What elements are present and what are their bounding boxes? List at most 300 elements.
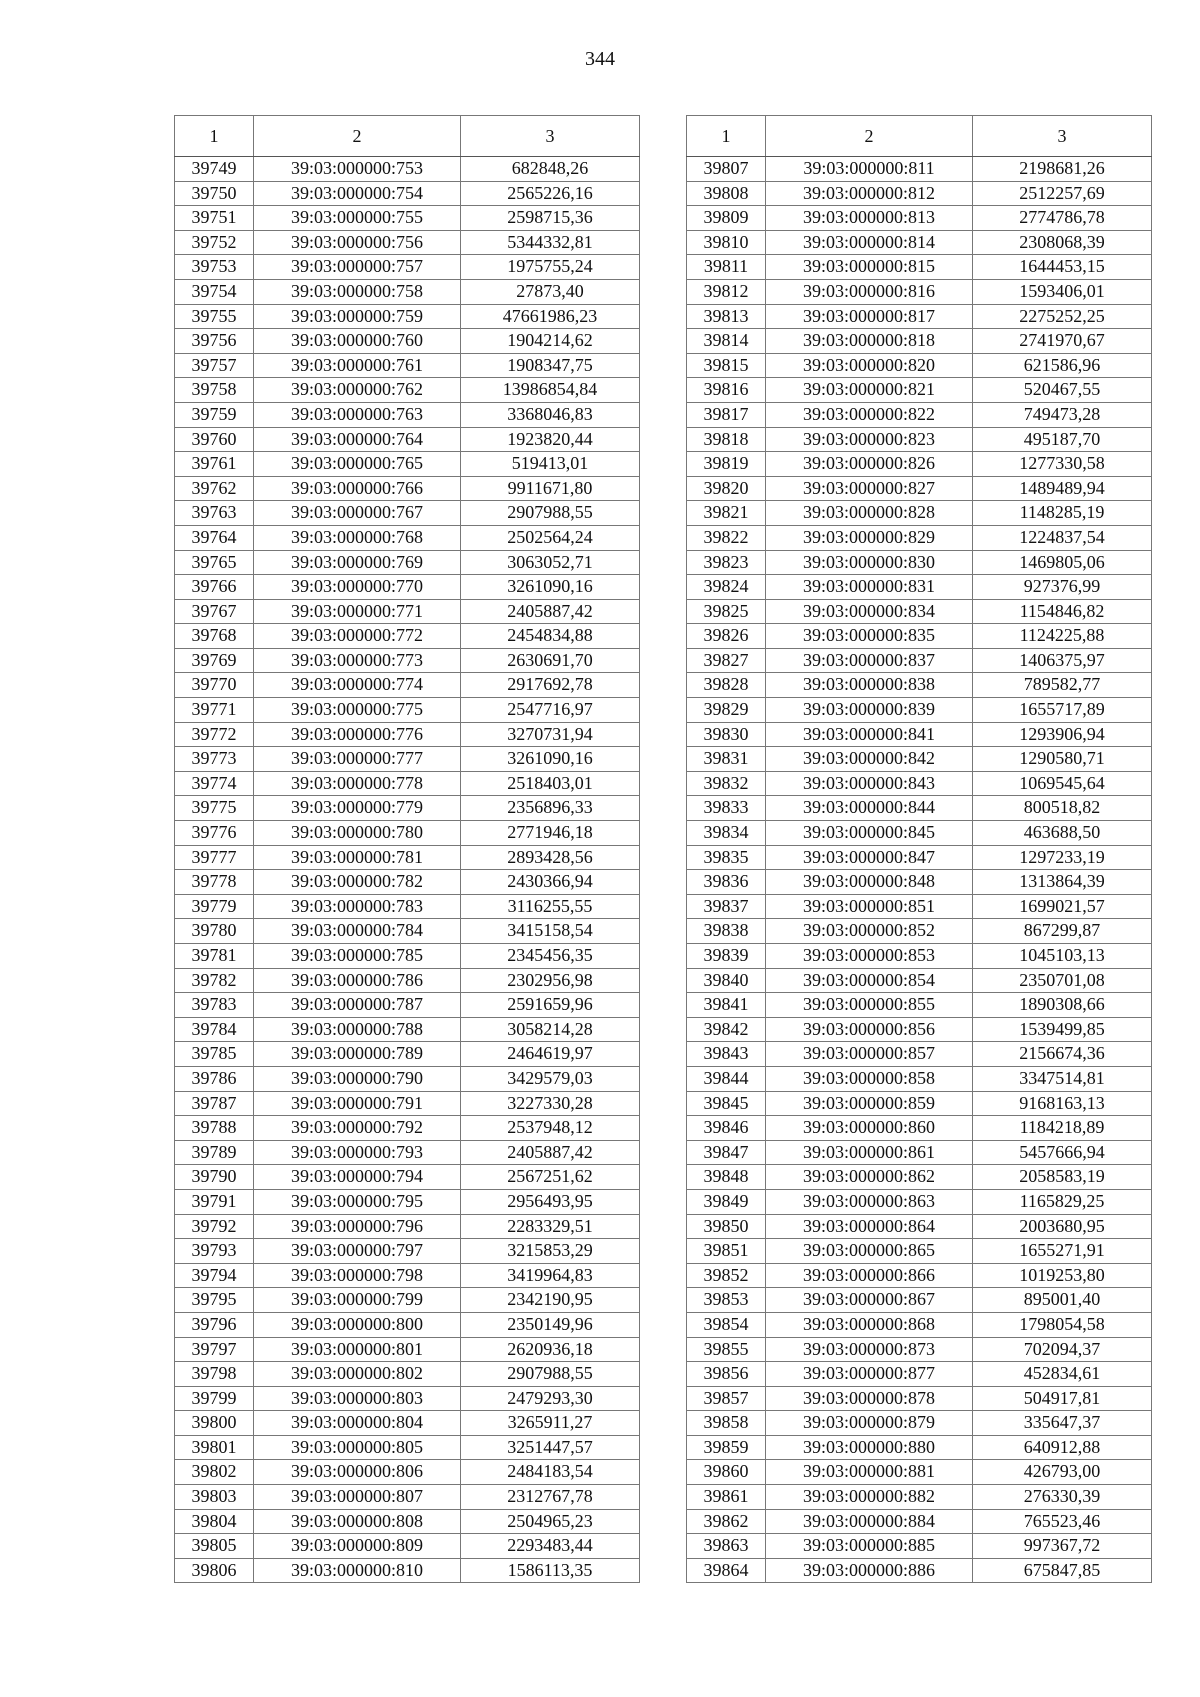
row-number-cell: 39849: [687, 1189, 766, 1214]
row-number-cell: 39839: [687, 944, 766, 969]
column-header-cadastral-number: 2: [254, 116, 461, 157]
cadastral-number-cell: 39:03:000000:860: [766, 1116, 973, 1141]
table-row: [687, 1386, 1152, 1411]
row-number-cell: 39832: [687, 771, 766, 796]
row-number-cell: 39751: [175, 206, 254, 231]
row-number-cell: 39861: [687, 1485, 766, 1510]
row-number-cell: 39764: [175, 525, 254, 550]
table-row: [687, 821, 1152, 846]
table-row: [175, 1435, 640, 1460]
cadastral-number-cell: 39:03:000000:862: [766, 1165, 973, 1190]
row-number-cell: 39845: [687, 1091, 766, 1116]
table-row: [687, 1411, 1152, 1436]
cadastral-number-cell: 39:03:000000:758: [254, 279, 461, 304]
value-cell: 2512257,69: [973, 181, 1152, 206]
value-cell: 1655271,91: [973, 1239, 1152, 1264]
value-cell: 9168163,13: [973, 1091, 1152, 1116]
row-number-cell: 39788: [175, 1116, 254, 1141]
row-number-cell: 39786: [175, 1066, 254, 1091]
cadastral-number-cell: 39:03:000000:768: [254, 525, 461, 550]
cadastral-number-cell: 39:03:000000:805: [254, 1435, 461, 1460]
cadastral-number-cell: 39:03:000000:755: [254, 206, 461, 231]
cadastral-number-cell: 39:03:000000:865: [766, 1239, 973, 1264]
row-number-cell: 39778: [175, 870, 254, 895]
table-row: [687, 1435, 1152, 1460]
value-cell: 3063052,71: [461, 550, 640, 575]
cadastral-number-cell: 39:03:000000:762: [254, 378, 461, 403]
cadastral-number-cell: 39:03:000000:804: [254, 1411, 461, 1436]
cadastral-number-cell: 39:03:000000:852: [766, 919, 973, 944]
row-number-cell: 39813: [687, 304, 766, 329]
value-cell: 2537948,12: [461, 1116, 640, 1141]
row-number-cell: 39815: [687, 353, 766, 378]
table-row: [687, 206, 1152, 231]
table-row: [175, 944, 640, 969]
table-row: [175, 525, 640, 550]
row-number-cell: 39824: [687, 575, 766, 600]
table-row: [687, 648, 1152, 673]
cadastral-number-cell: 39:03:000000:776: [254, 722, 461, 747]
value-cell: 2454834,88: [461, 624, 640, 649]
value-cell: 2565226,16: [461, 181, 640, 206]
cadastral-number-cell: 39:03:000000:881: [766, 1460, 973, 1485]
cadastral-number-cell: 39:03:000000:847: [766, 845, 973, 870]
cadastral-number-cell: 39:03:000000:839: [766, 698, 973, 723]
value-cell: 3419964,83: [461, 1263, 640, 1288]
row-number-cell: 39770: [175, 673, 254, 698]
cadastral-number-cell: 39:03:000000:882: [766, 1485, 973, 1510]
row-number-cell: 39798: [175, 1362, 254, 1387]
row-number-cell: 39809: [687, 206, 766, 231]
value-cell: 2502564,24: [461, 525, 640, 550]
value-cell: 335647,37: [973, 1411, 1152, 1436]
value-cell: 621586,96: [973, 353, 1152, 378]
table-row: [687, 993, 1152, 1018]
cadastral-number-cell: 39:03:000000:760: [254, 329, 461, 354]
value-cell: 1184218,89: [973, 1116, 1152, 1141]
cadastral-number-cell: 39:03:000000:807: [254, 1485, 461, 1510]
cadastral-number-cell: 39:03:000000:878: [766, 1386, 973, 1411]
row-number-cell: 39859: [687, 1435, 766, 1460]
row-number-cell: 39834: [687, 821, 766, 846]
cadastral-number-cell: 39:03:000000:857: [766, 1042, 973, 1067]
register-table-right: [686, 115, 1152, 1583]
value-cell: 2741970,67: [973, 329, 1152, 354]
row-number-cell: 39808: [687, 181, 766, 206]
row-number-cell: 39792: [175, 1214, 254, 1239]
value-cell: 2598715,36: [461, 206, 640, 231]
row-number-cell: 39754: [175, 279, 254, 304]
row-number-cell: 39846: [687, 1116, 766, 1141]
table-row: [175, 599, 640, 624]
cadastral-number-cell: 39:03:000000:830: [766, 550, 973, 575]
cadastral-number-cell: 39:03:000000:815: [766, 255, 973, 280]
cadastral-number-cell: 39:03:000000:792: [254, 1116, 461, 1141]
column-header-value: 3: [973, 116, 1152, 157]
value-cell: 1019253,80: [973, 1263, 1152, 1288]
value-cell: 2547716,97: [461, 698, 640, 723]
page-number: 344: [585, 48, 615, 70]
value-cell: 2198681,26: [973, 157, 1152, 182]
column-header-number: 1: [175, 116, 254, 157]
cadastral-number-cell: 39:03:000000:867: [766, 1288, 973, 1313]
table-row: [687, 1214, 1152, 1239]
row-number-cell: 39858: [687, 1411, 766, 1436]
row-number-cell: 39803: [175, 1485, 254, 1510]
row-number-cell: 39801: [175, 1435, 254, 1460]
table-row: [687, 427, 1152, 452]
cadastral-number-cell: 39:03:000000:789: [254, 1042, 461, 1067]
row-number-cell: 39804: [175, 1509, 254, 1534]
cadastral-number-cell: 39:03:000000:772: [254, 624, 461, 649]
table-row: [687, 525, 1152, 550]
table-row: [687, 402, 1152, 427]
row-number-cell: 39756: [175, 329, 254, 354]
cadastral-number-cell: 39:03:000000:873: [766, 1337, 973, 1362]
cadastral-number-cell: 39:03:000000:798: [254, 1263, 461, 1288]
table-row: [175, 747, 640, 772]
value-cell: 1890308,66: [973, 993, 1152, 1018]
table-row: [175, 845, 640, 870]
table-row: [175, 476, 640, 501]
row-number-cell: 39864: [687, 1558, 766, 1583]
table-row: [175, 1239, 640, 1264]
row-number-cell: 39821: [687, 501, 766, 526]
table-row: [175, 1214, 640, 1239]
value-cell: 1655717,89: [973, 698, 1152, 723]
value-cell: 3227330,28: [461, 1091, 640, 1116]
cadastral-number-cell: 39:03:000000:771: [254, 599, 461, 624]
value-cell: 3116255,55: [461, 894, 640, 919]
row-number-cell: 39758: [175, 378, 254, 403]
cadastral-number-cell: 39:03:000000:884: [766, 1509, 973, 1534]
row-number-cell: 39765: [175, 550, 254, 575]
table-row: [175, 1312, 640, 1337]
value-cell: 2893428,56: [461, 845, 640, 870]
value-cell: 2275252,25: [973, 304, 1152, 329]
cadastral-number-cell: 39:03:000000:854: [766, 968, 973, 993]
value-cell: 749473,28: [973, 402, 1152, 427]
row-number-cell: 39752: [175, 230, 254, 255]
cadastral-number-cell: 39:03:000000:858: [766, 1066, 973, 1091]
row-number-cell: 39829: [687, 698, 766, 723]
row-number-cell: 39851: [687, 1239, 766, 1264]
value-cell: 2774786,78: [973, 206, 1152, 231]
table-row: [175, 624, 640, 649]
table-row: [175, 206, 640, 231]
value-cell: 3261090,16: [461, 575, 640, 600]
value-cell: 2771946,18: [461, 821, 640, 846]
cadastral-number-cell: 39:03:000000:855: [766, 993, 973, 1018]
row-number-cell: 39776: [175, 821, 254, 846]
cadastral-number-cell: 39:03:000000:831: [766, 575, 973, 600]
table-row: [687, 1140, 1152, 1165]
cadastral-number-cell: 39:03:000000:770: [254, 575, 461, 600]
cadastral-number-cell: 39:03:000000:859: [766, 1091, 973, 1116]
table-row: [175, 304, 640, 329]
table-row: [687, 329, 1152, 354]
cadastral-number-cell: 39:03:000000:821: [766, 378, 973, 403]
row-number-cell: 39837: [687, 894, 766, 919]
cadastral-number-cell: 39:03:000000:817: [766, 304, 973, 329]
row-number-cell: 39852: [687, 1263, 766, 1288]
row-number-cell: 39760: [175, 427, 254, 452]
cadastral-number-cell: 39:03:000000:863: [766, 1189, 973, 1214]
row-number-cell: 39843: [687, 1042, 766, 1067]
value-cell: 2293483,44: [461, 1534, 640, 1559]
row-number-cell: 39826: [687, 624, 766, 649]
row-number-cell: 39766: [175, 575, 254, 600]
row-number-cell: 39812: [687, 279, 766, 304]
cadastral-number-cell: 39:03:000000:848: [766, 870, 973, 895]
row-number-cell: 39799: [175, 1386, 254, 1411]
table-row: [687, 894, 1152, 919]
table-row: [175, 427, 640, 452]
row-number-cell: 39807: [687, 157, 766, 182]
row-number-cell: 39856: [687, 1362, 766, 1387]
cadastral-number-cell: 39:03:000000:861: [766, 1140, 973, 1165]
cadastral-number-cell: 39:03:000000:811: [766, 157, 973, 182]
cadastral-number-cell: 39:03:000000:829: [766, 525, 973, 550]
cadastral-number-cell: 39:03:000000:810: [254, 1558, 461, 1583]
value-cell: 2312767,78: [461, 1485, 640, 1510]
cadastral-number-cell: 39:03:000000:816: [766, 279, 973, 304]
table-row: [175, 1509, 640, 1534]
value-cell: 895001,40: [973, 1288, 1152, 1313]
value-cell: 463688,50: [973, 821, 1152, 846]
cadastral-number-cell: 39:03:000000:791: [254, 1091, 461, 1116]
table-row: [175, 1362, 640, 1387]
cadastral-number-cell: 39:03:000000:779: [254, 796, 461, 821]
value-cell: 1489489,94: [973, 476, 1152, 501]
value-cell: 2620936,18: [461, 1337, 640, 1362]
row-number-cell: 39780: [175, 919, 254, 944]
cadastral-number-cell: 39:03:000000:877: [766, 1362, 973, 1387]
row-number-cell: 39857: [687, 1386, 766, 1411]
value-cell: 640912,88: [973, 1435, 1152, 1460]
value-cell: 3215853,29: [461, 1239, 640, 1264]
row-number-cell: 39800: [175, 1411, 254, 1436]
row-number-cell: 39775: [175, 796, 254, 821]
table-row: [175, 378, 640, 403]
table-row: [175, 1337, 640, 1362]
row-number-cell: 39787: [175, 1091, 254, 1116]
value-cell: 2917692,78: [461, 673, 640, 698]
row-number-cell: 39783: [175, 993, 254, 1018]
row-number-cell: 39841: [687, 993, 766, 1018]
value-cell: 2356896,33: [461, 796, 640, 821]
row-number-cell: 39759: [175, 402, 254, 427]
table-row: [687, 722, 1152, 747]
table-row: [175, 1116, 640, 1141]
table-row: [175, 1460, 640, 1485]
row-number-cell: 39833: [687, 796, 766, 821]
value-cell: 426793,00: [973, 1460, 1152, 1485]
cadastral-number-cell: 39:03:000000:826: [766, 452, 973, 477]
value-cell: 495187,70: [973, 427, 1152, 452]
cadastral-number-cell: 39:03:000000:880: [766, 1435, 973, 1460]
table-row: [687, 181, 1152, 206]
cadastral-number-cell: 39:03:000000:843: [766, 771, 973, 796]
column-header-value: 3: [461, 116, 640, 157]
table-row: [175, 1017, 640, 1042]
row-number-cell: 39806: [175, 1558, 254, 1583]
table-row: [175, 329, 640, 354]
table-row: [687, 1288, 1152, 1313]
value-cell: 5344332,81: [461, 230, 640, 255]
table-row: [175, 698, 640, 723]
value-cell: 3368046,83: [461, 402, 640, 427]
value-cell: 2156674,36: [973, 1042, 1152, 1067]
value-cell: 5457666,94: [973, 1140, 1152, 1165]
row-number-cell: 39794: [175, 1263, 254, 1288]
row-number-cell: 39838: [687, 919, 766, 944]
cadastral-number-cell: 39:03:000000:796: [254, 1214, 461, 1239]
table-row: [687, 698, 1152, 723]
row-number-cell: 39768: [175, 624, 254, 649]
table-row: [687, 1239, 1152, 1264]
table-row: [175, 1558, 640, 1583]
value-cell: 1908347,75: [461, 353, 640, 378]
cadastral-number-cell: 39:03:000000:845: [766, 821, 973, 846]
table-row: [175, 1042, 640, 1067]
value-cell: 789582,77: [973, 673, 1152, 698]
table-row: [687, 1460, 1152, 1485]
cadastral-number-cell: 39:03:000000:802: [254, 1362, 461, 1387]
table-row: [687, 673, 1152, 698]
value-cell: 2308068,39: [973, 230, 1152, 255]
table-row: [687, 599, 1152, 624]
table-row: [687, 1337, 1152, 1362]
value-cell: 1798054,58: [973, 1312, 1152, 1337]
row-number-cell: 39789: [175, 1140, 254, 1165]
value-cell: 1045103,13: [973, 944, 1152, 969]
value-cell: 2430366,94: [461, 870, 640, 895]
value-cell: 504917,81: [973, 1386, 1152, 1411]
row-number-cell: 39767: [175, 599, 254, 624]
table-row: [175, 821, 640, 846]
table-row: [687, 1165, 1152, 1190]
cadastral-number-cell: 39:03:000000:834: [766, 599, 973, 624]
cadastral-number-cell: 39:03:000000:800: [254, 1312, 461, 1337]
table-row: [687, 1263, 1152, 1288]
table-row: [175, 501, 640, 526]
row-number-cell: 39771: [175, 698, 254, 723]
value-cell: 276330,39: [973, 1485, 1152, 1510]
row-number-cell: 39811: [687, 255, 766, 280]
value-cell: 927376,99: [973, 575, 1152, 600]
cadastral-number-cell: 39:03:000000:773: [254, 648, 461, 673]
cadastral-number-cell: 39:03:000000:761: [254, 353, 461, 378]
cadastral-number-cell: 39:03:000000:757: [254, 255, 461, 280]
value-cell: 3415158,54: [461, 919, 640, 944]
value-cell: 27873,40: [461, 279, 640, 304]
table-row: [175, 255, 640, 280]
value-cell: 3429579,03: [461, 1066, 640, 1091]
table-row: [175, 771, 640, 796]
table-row: [687, 378, 1152, 403]
cadastral-number-cell: 39:03:000000:774: [254, 673, 461, 698]
table-row: [175, 673, 640, 698]
cadastral-number-cell: 39:03:000000:828: [766, 501, 973, 526]
row-number-cell: 39827: [687, 648, 766, 673]
table-row: [175, 722, 640, 747]
value-cell: 2479293,30: [461, 1386, 640, 1411]
cadastral-number-cell: 39:03:000000:767: [254, 501, 461, 526]
cadastral-number-cell: 39:03:000000:782: [254, 870, 461, 895]
table-row: [175, 157, 640, 182]
table-row: [687, 1091, 1152, 1116]
table-row: [175, 993, 640, 1018]
value-cell: 1293906,94: [973, 722, 1152, 747]
row-number-cell: 39847: [687, 1140, 766, 1165]
cadastral-number-cell: 39:03:000000:780: [254, 821, 461, 846]
cadastral-number-cell: 39:03:000000:868: [766, 1312, 973, 1337]
cadastral-number-cell: 39:03:000000:795: [254, 1189, 461, 1214]
row-number-cell: 39816: [687, 378, 766, 403]
table-row: [175, 968, 640, 993]
value-cell: 1277330,58: [973, 452, 1152, 477]
cadastral-number-cell: 39:03:000000:769: [254, 550, 461, 575]
table-row: [687, 1042, 1152, 1067]
row-number-cell: 39796: [175, 1312, 254, 1337]
row-number-cell: 39785: [175, 1042, 254, 1067]
value-cell: 3251447,57: [461, 1435, 640, 1460]
cadastral-number-cell: 39:03:000000:837: [766, 648, 973, 673]
row-number-cell: 39814: [687, 329, 766, 354]
table-row: [175, 1263, 640, 1288]
row-number-cell: 39855: [687, 1337, 766, 1362]
table-row: [175, 279, 640, 304]
row-number-cell: 39774: [175, 771, 254, 796]
table-row: [175, 1534, 640, 1559]
row-number-cell: 39797: [175, 1337, 254, 1362]
table-row: [175, 1091, 640, 1116]
table-row: [687, 796, 1152, 821]
table-row: [687, 845, 1152, 870]
table-row: [687, 919, 1152, 944]
cadastral-number-cell: 39:03:000000:756: [254, 230, 461, 255]
table-row: [175, 402, 640, 427]
table-row: [687, 747, 1152, 772]
row-number-cell: 39791: [175, 1189, 254, 1214]
value-cell: 1224837,54: [973, 525, 1152, 550]
table-row: [687, 771, 1152, 796]
table-row: [175, 1140, 640, 1165]
row-number-cell: 39860: [687, 1460, 766, 1485]
table-row: [687, 501, 1152, 526]
row-number-cell: 39790: [175, 1165, 254, 1190]
cadastral-number-cell: 39:03:000000:885: [766, 1534, 973, 1559]
value-cell: 3261090,16: [461, 747, 640, 772]
table-row: [687, 1534, 1152, 1559]
table-row: [687, 230, 1152, 255]
cadastral-number-cell: 39:03:000000:806: [254, 1460, 461, 1485]
table-row: [175, 1189, 640, 1214]
value-cell: 13986854,84: [461, 378, 640, 403]
cadastral-number-cell: 39:03:000000:764: [254, 427, 461, 452]
cadastral-number-cell: 39:03:000000:879: [766, 1411, 973, 1436]
table-row: [687, 304, 1152, 329]
table-row: [687, 353, 1152, 378]
row-number-cell: 39763: [175, 501, 254, 526]
row-number-cell: 39769: [175, 648, 254, 673]
table-row: [175, 230, 640, 255]
value-cell: 1699021,57: [973, 894, 1152, 919]
value-cell: 1923820,44: [461, 427, 640, 452]
table-row: [175, 575, 640, 600]
value-cell: 2518403,01: [461, 771, 640, 796]
